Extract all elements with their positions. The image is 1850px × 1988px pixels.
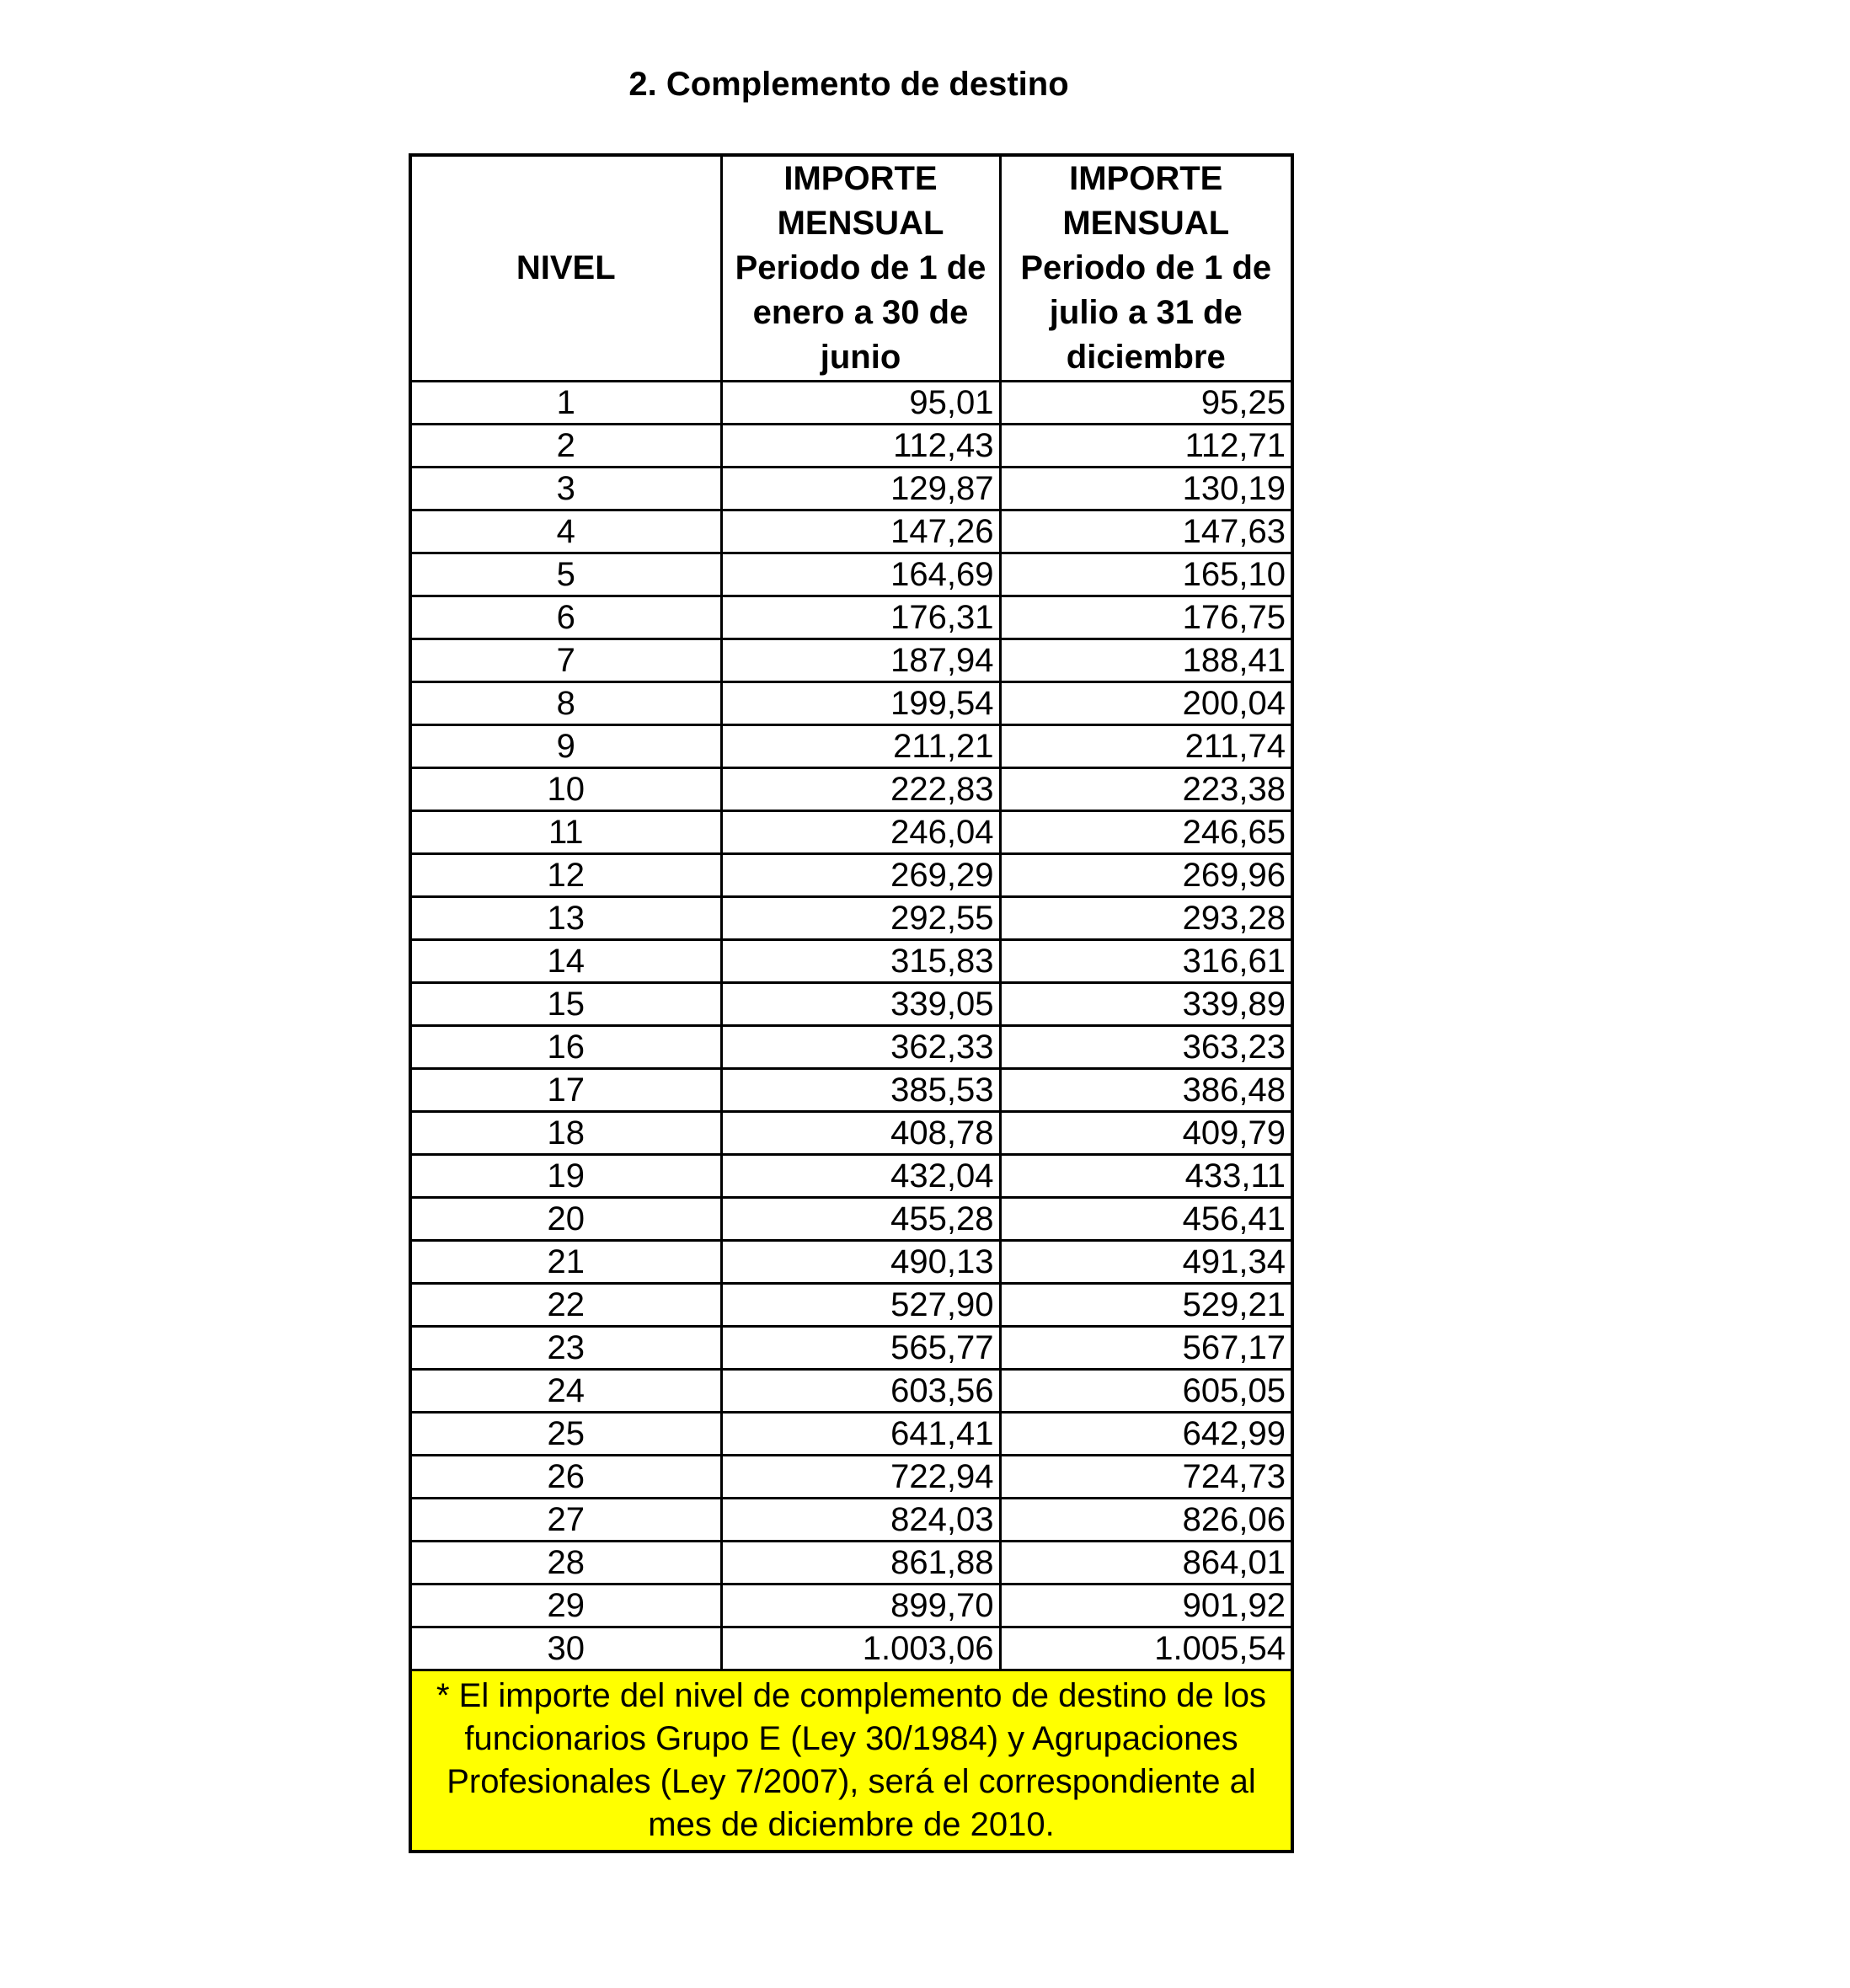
table-row [410, 1327, 1292, 1370]
importe-enero-junio-cell: 199,54 [721, 682, 1000, 725]
importe-enero-junio-cell: 455,28 [721, 1198, 1000, 1241]
importe-enero-junio-cell: 269,29 [721, 854, 1000, 897]
importe-julio-diciembre-cell: 642,99 [1000, 1413, 1292, 1456]
importe-julio-diciembre-cell: 112,71 [1000, 425, 1292, 468]
importe-julio-diciembre-cell: 529,21 [1000, 1284, 1292, 1327]
page-title: 2. Complemento de destino [628, 66, 1069, 103]
table-row [410, 1370, 1292, 1413]
importe-enero-junio-cell: 222,83 [721, 768, 1000, 811]
importe-julio-diciembre-cell: 363,23 [1000, 1026, 1292, 1069]
header-importe-julio-diciembre: IMPORTE MENSUAL Periodo de 1 de julio a 31 de diciembre [1000, 155, 1292, 382]
importe-enero-junio-cell: 1.003,06 [721, 1627, 1000, 1670]
importe-enero-junio-cell: 641,41 [721, 1413, 1000, 1456]
table-row [410, 1112, 1292, 1155]
importe-enero-junio-cell: 246,04 [721, 811, 1000, 854]
importe-enero-junio-cell: 211,21 [721, 725, 1000, 768]
table-row [410, 897, 1292, 940]
importe-enero-junio-cell: 187,94 [721, 639, 1000, 682]
nivel-cell: 25 [410, 1413, 721, 1456]
nivel-cell: 5 [410, 553, 721, 596]
importe-enero-junio-cell: 95,01 [721, 382, 1000, 425]
importe-enero-junio-cell: 315,83 [721, 940, 1000, 983]
importe-julio-diciembre-cell: 1.005,54 [1000, 1627, 1292, 1670]
importe-julio-diciembre-cell: 246,65 [1000, 811, 1292, 854]
importe-enero-junio-cell: 129,87 [721, 468, 1000, 510]
table-row [410, 468, 1292, 510]
table-row [410, 639, 1292, 682]
importe-enero-junio-cell: 722,94 [721, 1456, 1000, 1499]
nivel-cell: 22 [410, 1284, 721, 1327]
importe-enero-junio-cell: 527,90 [721, 1284, 1000, 1327]
nivel-cell: 6 [410, 596, 721, 639]
table-row [410, 1627, 1292, 1670]
importe-enero-junio-cell: 339,05 [721, 983, 1000, 1026]
nivel-cell: 19 [410, 1155, 721, 1198]
importe-julio-diciembre-cell: 188,41 [1000, 639, 1292, 682]
table-row [410, 1284, 1292, 1327]
nivel-cell: 12 [410, 854, 721, 897]
importe-julio-diciembre-cell: 147,63 [1000, 510, 1292, 553]
nivel-cell: 23 [410, 1327, 721, 1370]
importe-enero-junio-cell: 147,26 [721, 510, 1000, 553]
importe-julio-diciembre-cell: 409,79 [1000, 1112, 1292, 1155]
header-nivel: NIVEL [410, 155, 721, 382]
importe-julio-diciembre-cell: 165,10 [1000, 553, 1292, 596]
table-row [410, 725, 1292, 768]
table-row [410, 983, 1292, 1026]
importe-enero-junio-cell: 899,70 [721, 1585, 1000, 1627]
nivel-cell: 16 [410, 1026, 721, 1069]
importe-enero-junio-cell: 112,43 [721, 425, 1000, 468]
nivel-cell: 1 [410, 382, 721, 425]
nivel-cell: 13 [410, 897, 721, 940]
table-body [410, 382, 1292, 1670]
nivel-cell: 21 [410, 1241, 721, 1284]
table-row [410, 1499, 1292, 1542]
table-row [410, 1456, 1292, 1499]
importe-enero-junio-cell: 432,04 [721, 1155, 1000, 1198]
table-row [410, 510, 1292, 553]
importe-julio-diciembre-cell: 456,41 [1000, 1198, 1292, 1241]
nivel-cell: 17 [410, 1069, 721, 1112]
table-row [410, 1542, 1292, 1585]
importe-julio-diciembre-cell: 433,11 [1000, 1155, 1292, 1198]
table-row [410, 382, 1292, 425]
nivel-cell: 24 [410, 1370, 721, 1413]
nivel-cell: 15 [410, 983, 721, 1026]
nivel-cell: 3 [410, 468, 721, 510]
importe-julio-diciembre-cell: 223,38 [1000, 768, 1292, 811]
importe-enero-junio-cell: 176,31 [721, 596, 1000, 639]
header-importe-enero-junio: IMPORTE MENSUAL Periodo de 1 de enero a 30 de junio [721, 155, 1000, 382]
importe-julio-diciembre-cell: 95,25 [1000, 382, 1292, 425]
table-row [410, 1198, 1292, 1241]
importe-julio-diciembre-cell: 200,04 [1000, 682, 1292, 725]
importe-julio-diciembre-cell: 176,75 [1000, 596, 1292, 639]
table-row [410, 425, 1292, 468]
importe-julio-diciembre-cell: 316,61 [1000, 940, 1292, 983]
nivel-cell: 28 [410, 1542, 721, 1585]
table-row [410, 1585, 1292, 1627]
nivel-cell: 8 [410, 682, 721, 725]
importe-julio-diciembre-cell: 339,89 [1000, 983, 1292, 1026]
table-row [410, 811, 1292, 854]
table-row [410, 1069, 1292, 1112]
nivel-cell: 14 [410, 940, 721, 983]
nivel-cell: 26 [410, 1456, 721, 1499]
importe-julio-diciembre-cell: 491,34 [1000, 1241, 1292, 1284]
importe-julio-diciembre-cell: 386,48 [1000, 1069, 1292, 1112]
nivel-cell: 2 [410, 425, 721, 468]
table-row [410, 768, 1292, 811]
table-row [410, 940, 1292, 983]
importe-enero-junio-cell: 565,77 [721, 1327, 1000, 1370]
importe-enero-junio-cell: 824,03 [721, 1499, 1000, 1542]
importe-enero-junio-cell: 292,55 [721, 897, 1000, 940]
importe-julio-diciembre-cell: 864,01 [1000, 1542, 1292, 1585]
table-row [410, 1241, 1292, 1284]
importe-julio-diciembre-cell: 293,28 [1000, 897, 1292, 940]
nivel-cell: 18 [410, 1112, 721, 1155]
nivel-cell: 7 [410, 639, 721, 682]
table-row [410, 596, 1292, 639]
note-row [410, 1670, 1292, 1852]
importe-julio-diciembre-cell: 130,19 [1000, 468, 1292, 510]
importe-julio-diciembre-cell: 605,05 [1000, 1370, 1292, 1413]
importe-enero-junio-cell: 490,13 [721, 1241, 1000, 1284]
table-header-row [410, 155, 1292, 382]
nivel-cell: 29 [410, 1585, 721, 1627]
importe-julio-diciembre-cell: 724,73 [1000, 1456, 1292, 1499]
table-row [410, 1155, 1292, 1198]
importe-julio-diciembre-cell: 567,17 [1000, 1327, 1292, 1370]
importe-julio-diciembre-cell: 269,96 [1000, 854, 1292, 897]
nivel-cell: 20 [410, 1198, 721, 1241]
table-row [410, 854, 1292, 897]
nivel-cell: 11 [410, 811, 721, 854]
complemento-destino-table [409, 153, 1294, 1853]
nivel-cell: 30 [410, 1627, 721, 1670]
importe-enero-junio-cell: 408,78 [721, 1112, 1000, 1155]
importe-julio-diciembre-cell: 901,92 [1000, 1585, 1292, 1627]
nivel-cell: 10 [410, 768, 721, 811]
importe-julio-diciembre-cell: 211,74 [1000, 725, 1292, 768]
importe-enero-junio-cell: 861,88 [721, 1542, 1000, 1585]
table-row [410, 1413, 1292, 1456]
importe-julio-diciembre-cell: 826,06 [1000, 1499, 1292, 1542]
table-row [410, 553, 1292, 596]
nivel-cell: 9 [410, 725, 721, 768]
nivel-cell: 27 [410, 1499, 721, 1542]
importe-enero-junio-cell: 385,53 [721, 1069, 1000, 1112]
importe-enero-junio-cell: 603,56 [721, 1370, 1000, 1413]
table-row [410, 1026, 1292, 1069]
table-row [410, 682, 1292, 725]
nivel-cell: 4 [410, 510, 721, 553]
importe-enero-junio-cell: 164,69 [721, 553, 1000, 596]
footnote: * El importe del nivel de complemento de destino de los funcionarios Grupo E (Ley 30/1984) y Agrupaciones Profesionales (Ley 7/2007), será el correspondiente al mes de diciembre de 2010. [410, 1670, 1292, 1852]
importe-enero-junio-cell: 362,33 [721, 1026, 1000, 1069]
